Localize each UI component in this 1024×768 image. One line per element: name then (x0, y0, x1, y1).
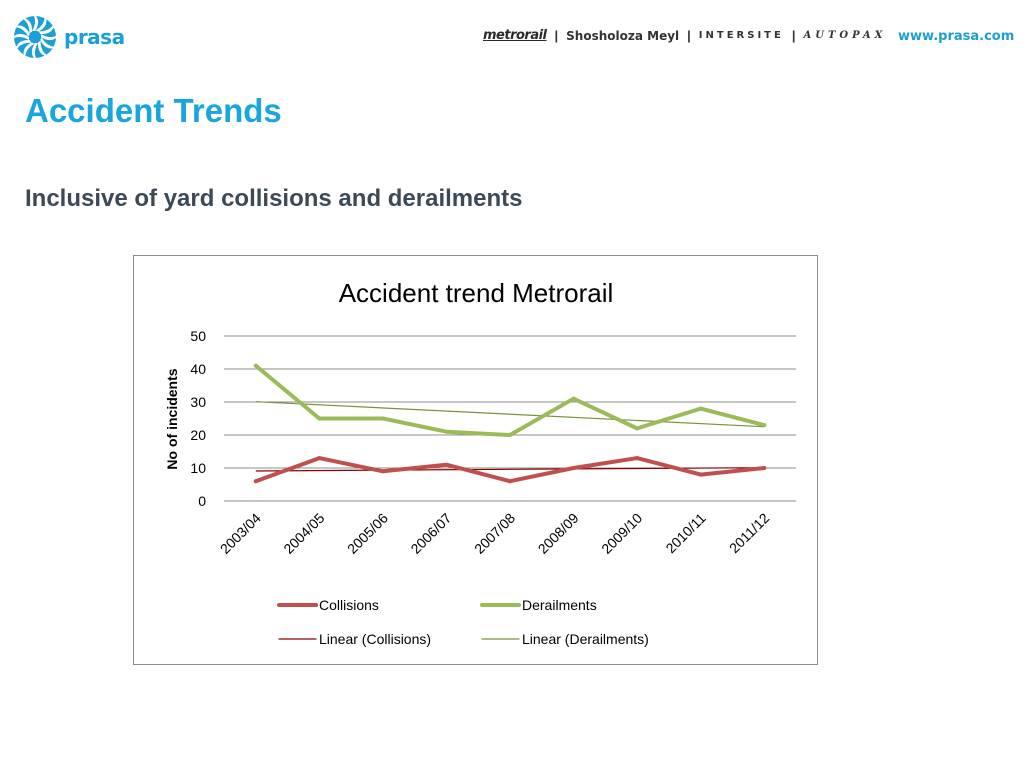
accident-trend-chart (134, 256, 817, 664)
brand-intersite[interactable]: INTERSITE (698, 30, 784, 41)
website-link[interactable]: www.prasa.com (898, 29, 1015, 44)
brand-strip (483, 28, 886, 43)
chart-container (133, 255, 818, 665)
x-tick-label: 2003/04 (216, 509, 264, 557)
data-point (317, 456, 321, 460)
x-tick-label: 2007/08 (471, 509, 519, 557)
brand-separator: | (791, 28, 796, 43)
y-tick-label: 30 (190, 394, 206, 410)
y-tick-label: 50 (190, 328, 206, 344)
brand-metrorail[interactable]: metrorail (483, 28, 547, 43)
prasa-logo[interactable] (12, 14, 125, 60)
x-tick-label: 2005/06 (343, 509, 392, 557)
x-tick-label: 2008/09 (534, 509, 582, 557)
logo-text: prasa (64, 25, 125, 49)
y-tick-label: 0 (198, 493, 206, 509)
brand-autopax[interactable]: AUTOPAX (803, 30, 887, 41)
data-point (762, 466, 766, 470)
y-tick-label: 20 (190, 427, 206, 443)
page-subtitle: Inclusive of yard collisions and derailments (25, 185, 523, 212)
brand-shosholoza-meyl[interactable]: Shosholoza Meyl (566, 28, 680, 43)
legend-label: Linear (Derailments) (522, 631, 649, 647)
brand-separator: | (687, 28, 691, 43)
data-point (699, 407, 703, 411)
data-point (381, 469, 385, 473)
chart-title: Accident trend Metrorail (338, 278, 614, 308)
data-point (699, 473, 703, 477)
series-line (256, 366, 764, 435)
x-tick-label: 2009/10 (598, 509, 646, 557)
data-point (762, 423, 766, 427)
data-point (444, 430, 448, 434)
legend-label: Linear (Collisions) (319, 631, 432, 647)
data-point (508, 479, 512, 483)
prasa-logo-icon (12, 14, 58, 60)
data-point (444, 463, 448, 467)
data-point (254, 364, 258, 368)
data-point (635, 426, 639, 430)
legend-label: Derailments (522, 597, 597, 613)
data-point (254, 479, 258, 483)
page-title: Accident Trends (25, 92, 282, 129)
data-point (572, 466, 576, 470)
legend-label: Collisions (319, 597, 379, 613)
data-point (508, 433, 512, 437)
data-point (572, 397, 576, 401)
y-tick-label: 10 (190, 460, 206, 476)
brand-separator: | (554, 28, 559, 43)
data-point (635, 456, 639, 460)
data-point (381, 417, 385, 421)
x-tick-label: 2006/07 (407, 509, 455, 557)
x-tick-label: 2010/11 (662, 509, 709, 557)
data-point (317, 417, 321, 421)
y-tick-label: 40 (190, 361, 206, 377)
x-tick-label: 2004/05 (280, 509, 328, 557)
x-tick-label: 2011/12 (725, 509, 773, 557)
y-axis-label: No of incidents (164, 368, 180, 470)
